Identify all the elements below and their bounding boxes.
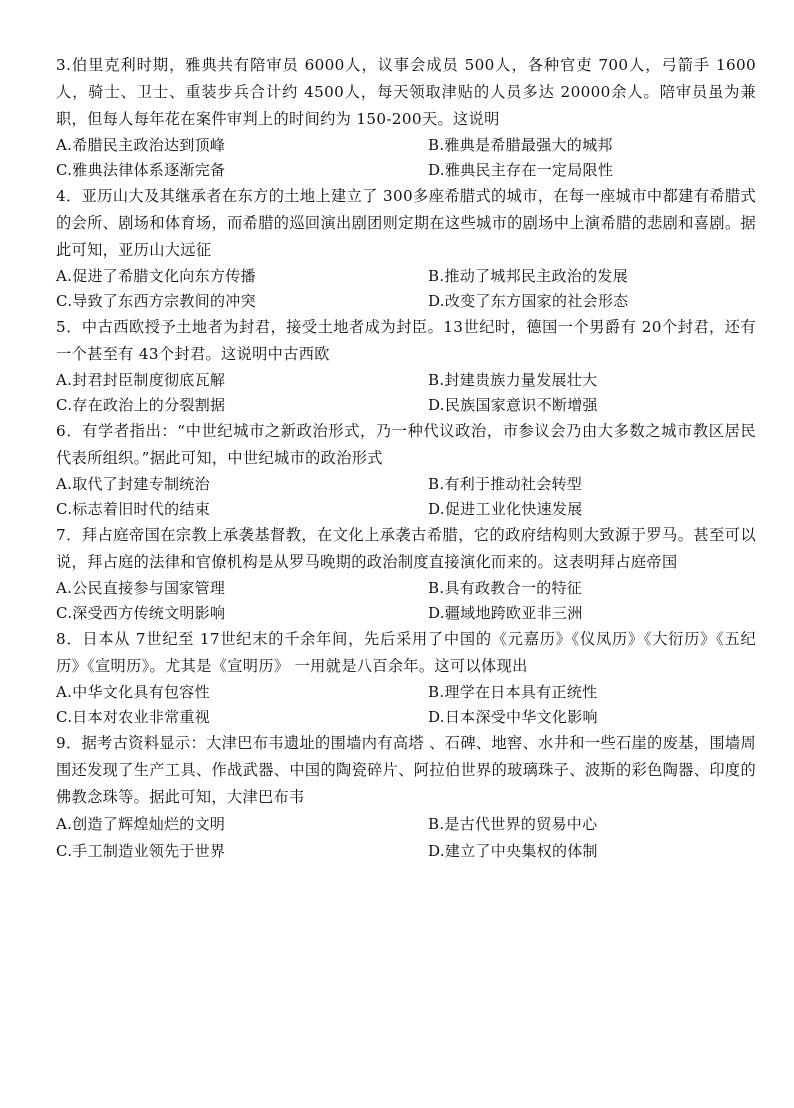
option-grid <box>56 811 756 865</box>
option-a: A.希腊民主政治达到顶峰 <box>56 136 226 154</box>
option-d: D.疆域地跨欧亚非三洲 <box>428 604 583 622</box>
option-d: D.建立了中央集权的体制 <box>428 842 598 860</box>
option-b: B.雅典是希腊最强大的城邦 <box>428 136 613 154</box>
option-a: A.取代了封建专制统治 <box>56 475 210 493</box>
question-stem: 5．中古西欧授予土地者为封君，接受土地者成为封臣。13世纪时，德国一个男爵有 20个封君，还有一个甚至有 43个封君。这说明中古西欧 <box>56 318 756 363</box>
option-c: C.存在政治上的分裂割据 <box>56 396 226 414</box>
option-c: C.雅典法律体系逐渐完备 <box>56 161 226 179</box>
option-d: D.日本深受中华文化影响 <box>428 708 598 726</box>
option-d: D.雅典民主存在一定局限性 <box>428 161 614 179</box>
option-b: B.有利于推动社会转型 <box>428 475 583 493</box>
option-b: B.是古代世界的贸易中心 <box>428 815 598 833</box>
option-c: C.深受西方传统文明影响 <box>56 604 226 622</box>
option-a: A.封君封臣制度彻底瓦解 <box>56 371 226 389</box>
question-8 <box>56 626 756 730</box>
question-stem: 6．有学者指出：“中世纪城市之新政治形式，乃一种代议政治，市参议会乃由大多数之城市教区居民代表所组织。”据此可知，中世纪城市的政治形式 <box>56 422 756 467</box>
option-d: D.促进工业化快速发展 <box>428 500 583 518</box>
option-a: A.公民直接参与国家管理 <box>56 579 226 597</box>
option-b: B.理学在日本具有正统性 <box>428 683 598 701</box>
option-c: C.日本对农业非常重视 <box>56 708 211 726</box>
option-b: B.具有政教合一的特征 <box>428 579 583 597</box>
option-a: A.中华文化具有包容性 <box>56 683 210 701</box>
question-9 <box>56 730 756 865</box>
option-grid <box>56 472 756 522</box>
question-stem: 8．日本从 7世纪至 17世纪末的千余年间，先后采用了中国的《元嘉历》《仪凤历》《大衍历》《五纪历》《宣明历》。尤其是《宣明历》 一用就是八百余年。这可以体现出 <box>56 630 756 675</box>
question-4 <box>56 183 756 314</box>
option-c: C.标志着旧时代的结束 <box>56 500 211 518</box>
question-6 <box>56 418 756 522</box>
exam-page <box>56 52 756 865</box>
option-c: C.手工制造业领先于世界 <box>56 842 226 860</box>
question-stem: 9．据考古资料显示：大津巴布韦遗址的围墙内有高塔 、石碑、地窖、水井和一些石崖的废基，围墙周围还发现了生产工具、作战武器、中国的陶瓷碎片、阿拉伯世界的玻璃珠子、波斯的彩色陶器、印度的佛教念珠等。据此可知，大津巴布韦 <box>56 734 756 806</box>
option-b: B.封建贵族力量发展壮大 <box>428 371 598 389</box>
question-stem: 4．亚历山大及其继承者在东方的土地上建立了 300多座希腊式的城市，在每一座城市中都建有希腊式的会所、剧场和体育场，而希腊的巡回演出剧团则定期在这些城市的剧场中上演希腊的悲剧和喜剧。据此可知，亚历山大远征 <box>56 187 756 259</box>
option-d: D.民族国家意识不断增强 <box>428 396 598 414</box>
question-3 <box>56 52 756 183</box>
question-stem: 7．拜占庭帝国在宗教上承袭基督教，在文化上承袭古希腊，它的政府结构则大致源于罗马。甚至可以说，拜占庭的法律和官僚机构是从罗马晚期的政治制度直接演化而来的。这表明拜占庭帝国 <box>56 526 756 571</box>
question-7 <box>56 522 756 626</box>
option-grid <box>56 576 756 626</box>
option-c: C.导致了东西方宗教间的冲突 <box>56 292 256 310</box>
question-stem: 3.伯里克利时期，雅典共有陪审员 6000人，议事会成员 500人，各种官吏 700人，弓箭手 1600人，骑士、卫士、重装步兵合计约 4500人，每天领取津贴的人员多达 20000余人。陪审员虽为兼职，但每人每年花在案件审判上的时间约为 150-200天。这说明 <box>56 56 756 128</box>
option-a: A.促进了希腊文化向东方传播 <box>56 267 256 285</box>
option-grid <box>56 133 756 183</box>
option-grid <box>56 368 756 418</box>
option-d: D.改变了东方国家的社会形态 <box>428 292 629 310</box>
option-grid <box>56 264 756 314</box>
option-b: B.推动了城邦民主政治的发展 <box>428 267 628 285</box>
question-5 <box>56 314 756 418</box>
option-grid <box>56 680 756 730</box>
option-a: A.创造了辉煌灿烂的文明 <box>56 815 226 833</box>
